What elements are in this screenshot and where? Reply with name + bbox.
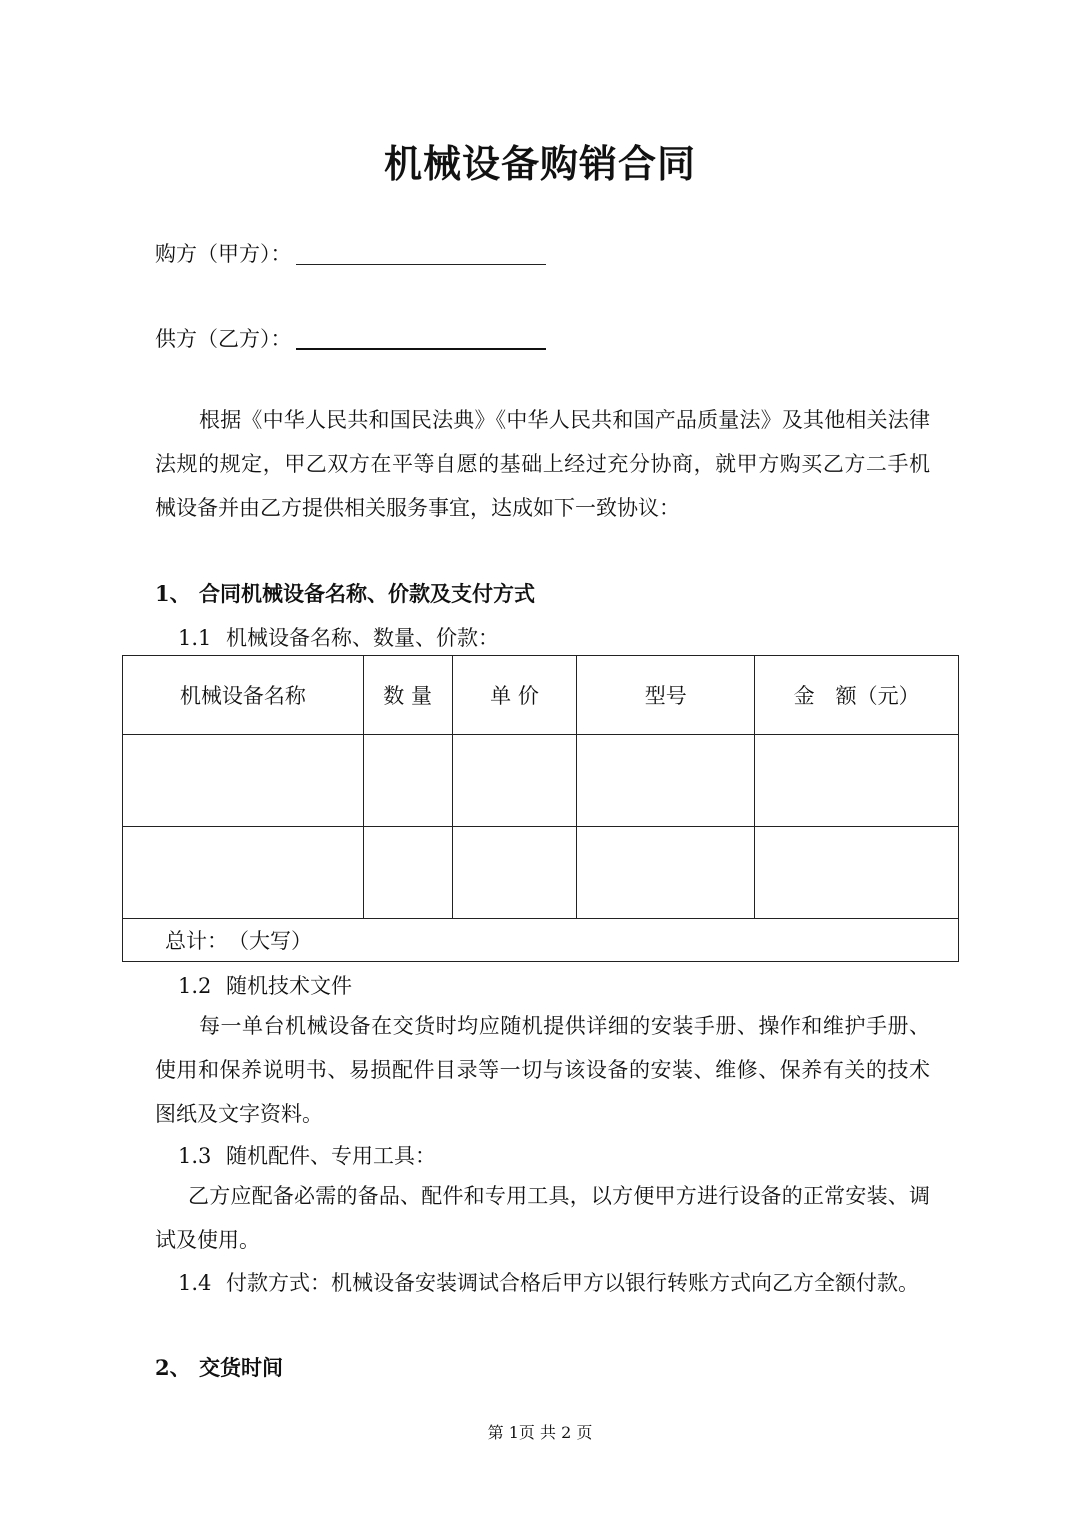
subsection-1-2-text: 每一单台机械设备在交货时均应随机提供详细的安装手册、操作和维护手册、使用和保养说明书、易损配件目录等一切与该设备的安装、维修、保养有关的技术图纸及文字资料。 — [155, 1014, 930, 1126]
section-2-heading — [155, 1352, 283, 1382]
buyer-line — [155, 238, 546, 268]
subsection-1-3 — [178, 1140, 436, 1170]
section-2-title: 交货时间 — [199, 1355, 283, 1380]
table-cell — [452, 827, 577, 919]
subsection-1-1 — [178, 622, 499, 652]
table-total-row — [123, 919, 959, 962]
header-cell-quantity: 数 量 — [363, 656, 452, 735]
table-row — [123, 827, 959, 919]
table-cell — [363, 735, 452, 827]
table-cell — [452, 735, 577, 827]
table-cell — [755, 827, 959, 919]
table-cell — [123, 827, 364, 919]
subsection-1-2 — [178, 970, 352, 1000]
section-2-number: 2、 — [155, 1355, 191, 1380]
header-cell-model: 型号 — [577, 656, 755, 735]
table-header-row — [123, 656, 959, 735]
table-cell — [577, 735, 755, 827]
section-1-number: 1、 — [155, 581, 191, 606]
equipment-table — [122, 655, 959, 962]
document-title: 机械设备购销合同 — [383, 141, 696, 186]
section-1-title: 合同机械设备名称、价款及支付方式 — [199, 581, 535, 606]
section-1-heading — [155, 578, 535, 608]
subsection-1-1-number: 1.1 — [178, 626, 212, 650]
subsection-1-4-number: 1.4 — [178, 1271, 212, 1295]
total-label: 总计： （大写） — [123, 919, 959, 962]
table-cell — [755, 735, 959, 827]
subsection-1-4 — [178, 1267, 919, 1297]
table-row — [123, 735, 959, 827]
subsection-1-3-number: 1.3 — [178, 1144, 212, 1168]
seller-blank — [296, 328, 546, 350]
intro-paragraph: 根据《中华人民共和国民法典》《中华人民共和国产品质量法》及其他相关法律法规的规定，甲乙双方在平等自愿的基础上经过充分协商，就甲方购买乙方二手机械设备并由乙方提供相关服务事宜，达成如下一致协议： — [155, 408, 930, 520]
subsection-1-2-title: 随机技术文件 — [226, 974, 352, 998]
seller-line — [155, 323, 546, 353]
subsection-1-3-text: 乙方应配备必需的备品、配件和专用工具，以方便甲方进行设备的正常安装、调试及使用。 — [155, 1184, 930, 1252]
buyer-blank — [296, 244, 546, 265]
subsection-1-2-number: 1.2 — [178, 974, 212, 998]
table-cell — [123, 735, 364, 827]
buyer-label: 购方（甲方）： — [155, 242, 292, 266]
page-footer: 第 1页 共 2 页 — [487, 1423, 593, 1442]
seller-label: 供方（乙方）： — [155, 327, 292, 351]
header-cell-name: 机械设备名称 — [123, 656, 364, 735]
table-cell — [363, 827, 452, 919]
subsection-1-1-title: 机械设备名称、数量、价款： — [226, 626, 499, 650]
header-cell-unit-price: 单 价 — [452, 656, 577, 735]
header-cell-amount: 金 额（元） — [755, 656, 959, 735]
table-cell — [577, 827, 755, 919]
subsection-1-3-title: 随机配件、专用工具： — [226, 1144, 436, 1168]
subsection-1-4-text: 付款方式：机械设备安装调试合格后甲方以银行转账方式向乙方全额付款。 — [226, 1271, 919, 1295]
